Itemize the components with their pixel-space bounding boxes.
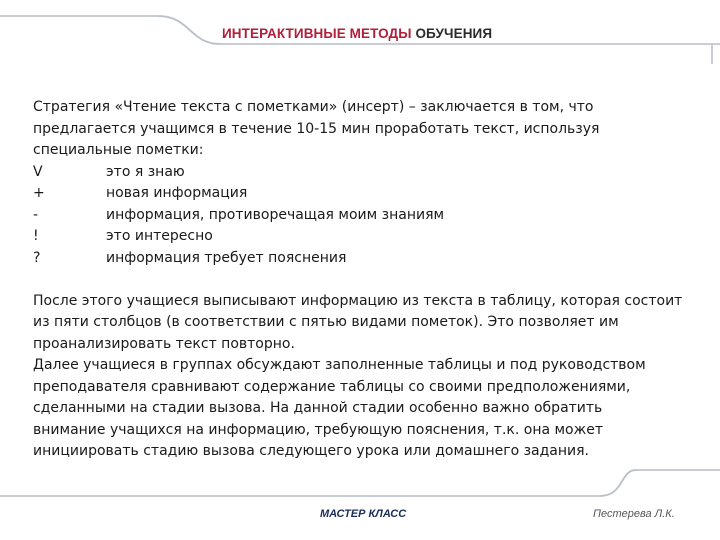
body-line: сделанными на стадии вызова. На данной стадии особенно важно обратить <box>33 400 603 416</box>
mark-meaning: информация, противоречащая моим знаниям <box>106 206 445 223</box>
body-line: Далее учащиеся в группах обсуждают заполненные таблицы и под руководством <box>33 357 646 373</box>
mark-meaning: это интересно <box>106 228 213 244</box>
mark-symbol: ? <box>33 249 41 266</box>
body-line: внимание учащихся на информацию, требующую пояснения, т.к. она может <box>33 421 604 438</box>
mark-meaning: новая информация <box>106 185 248 201</box>
mark-meaning: это я знаю <box>106 163 185 180</box>
body-line: проанализировать текст повторно. <box>33 335 295 352</box>
mark-symbol: - <box>33 206 39 223</box>
footer-author: Пестерева Л.К. <box>593 508 675 520</box>
intro-line: Стратегия «Чтение текста с пометками» (инсерт) – заключается в том, что <box>33 99 594 115</box>
intro-line: предлагается учащимся в течение 10-15 мин проработать текст, используя <box>33 120 600 137</box>
body-line: из пяти столбцов (в соответствии с пятью видами пометок). Это позволяет им <box>33 314 619 330</box>
slide-title-rest: ОБУЧЕНИЯ <box>411 26 493 41</box>
mark-meaning: информация требует пояснения <box>106 249 347 266</box>
mark-item <box>33 183 693 205</box>
mark-item <box>33 226 693 248</box>
marks-list <box>33 162 693 270</box>
mark-item <box>33 205 693 227</box>
body-line: преподавателя сравнивают содержание таблицы со своими предположениями, <box>33 378 631 395</box>
intro-line: специальные пометки: <box>33 142 204 158</box>
mark-symbol: + <box>33 185 45 201</box>
mark-symbol: V <box>33 163 43 180</box>
slide-title-accent: ИНТЕРАКТИВНЫЕ МЕТОДЫ <box>222 26 412 41</box>
paragraph-gap <box>33 269 693 291</box>
intro-paragraph <box>33 97 693 162</box>
body-line: После этого учащиеся выписывают информацию из текста в таблицу, которая состоит <box>33 292 683 309</box>
slide-title <box>222 26 492 41</box>
mark-item <box>33 162 693 184</box>
body-paragraph <box>33 291 693 463</box>
slide-content <box>33 97 693 463</box>
body-line: инициировать стадию вызова следующего урока или домашнего задания. <box>33 443 589 459</box>
footer-master-class: МАСТЕР КЛАСС <box>320 508 407 520</box>
mark-symbol: ! <box>33 228 39 244</box>
mark-item <box>33 248 693 270</box>
